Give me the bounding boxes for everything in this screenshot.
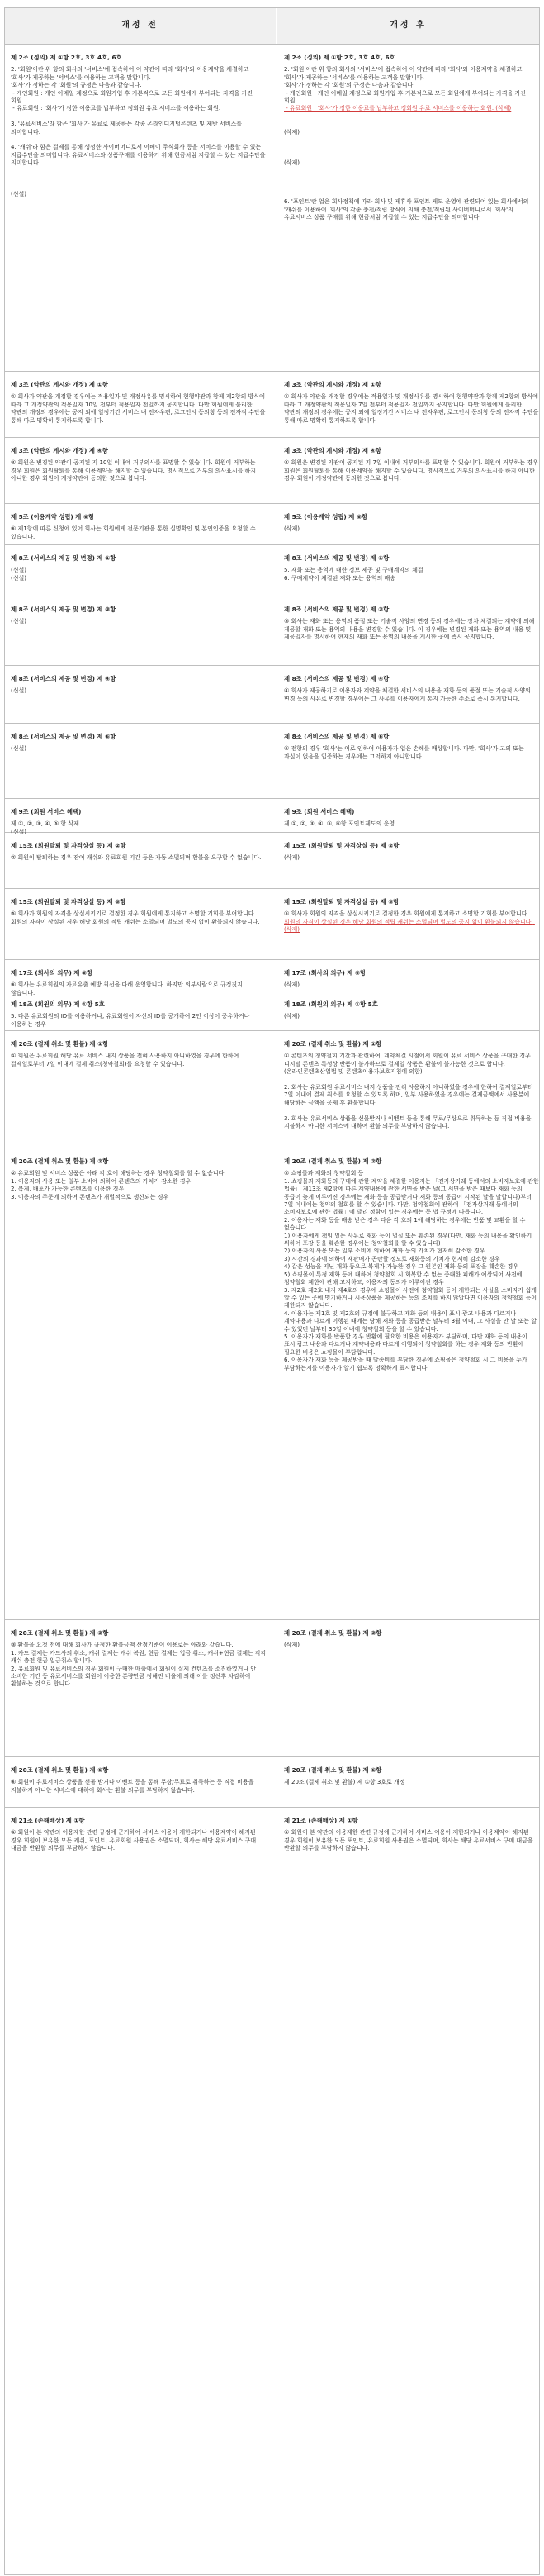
clause-title: 제 18조 (회원의 의무) 제 ①항 5호 (11, 1000, 105, 1008)
clause-title: 제 8조 (서비스의 제공 및 변경) 제 ①항 (284, 554, 390, 562)
cell-before (11, 1000, 267, 1029)
cell-after (284, 1040, 540, 1146)
table-rule (4, 1030, 540, 1031)
table-rule (4, 1756, 540, 1757)
clause-title: 제 17조 (회사의 의무) 제 ⑥항 (11, 969, 93, 977)
cell-after (284, 842, 540, 886)
cell-before (11, 1629, 267, 1755)
table-rule (4, 544, 540, 545)
cell-before (11, 969, 267, 996)
table-rule (4, 503, 540, 504)
clause-title: 제 9조 (회원 서비스 혜택) (284, 808, 355, 815)
clause-title: 제 20조 (결제 취소 및 환불) 제 ③항 (284, 1629, 382, 1637)
table-rule (4, 2574, 540, 2575)
clause-title: 제 2조 (정의) 제 ①항 2호, 3호 4호, 6호 (11, 54, 122, 61)
clause-text: ① 회원이 본 약관의 이용제한 관련 규정에 근거하여 서비스 이용이 제한되거나 이용계약이 해지된 경우 회원이 보유한 모든 포인트, 유료회원 사용권은 소멸되며, 회사는 해당 유료서비스 구매 대금을 반환할 의무를 부담하지 않습니다. (284, 1829, 535, 1852)
clause-text: ③ 환불을 요청 전에 대해 회사가 규정한 환불금액 산정기준이 이용로는 아래와 같습니다. 1. 카드 결제는 카드사의 취소, 캐쉬 결제는 캐쉬 복원, 현금 결제는 입금 취소, 캐쉬+현금 결제는 각각 캐쉬 충전 현금 입금취소 합니다. 2. 유료회원 및 유료서비스의 경우 회원이 구매한 매출에서 회원이 실제 컨텐츠를 소진하였거나 안 소비한 기간 등 유료서비스를 회원이 이용한 분량만큼 정해진 비율에 의해 이를 정산후 차감하여 환불하는 것으로 합니다. (11, 1642, 267, 1688)
clause-text: ① 회사가 약관을 개정할 경우에는 적용일자 및 개정사유를 명시하여 현행약관과 함께 제2항의 방식에 따라 그 개정약관의 적용일자 10일 전부터 적용일자 전일까지 공지합니다. 다만 회원에게 불리한 약관의 개정의 경우에는 공지 외에 일정기간 서비스 내 전자우편, 로그인시 동의창 등의 전자적 수단을 통해 따로 명확히 통지하도록 합니다. (11, 393, 267, 424)
cell-after (284, 898, 540, 958)
table-rule (4, 665, 540, 666)
table-rule (4, 1619, 540, 1620)
clause-text: 제 ①, ②, ③, ④, ⑤ 항 삭제 (신설) (11, 820, 79, 835)
cell-after (284, 1000, 540, 1029)
clause-text: ⑥ 제1항에 따른 신청에 있어 회사는 회원에게 전문기관을 통한 실명확인 및 본인인증을 요청할 수 있습니다. (11, 525, 258, 540)
clause-text: (삭제) (284, 854, 300, 862)
clause-title: 제 20조 (결제 취소 및 환불) 제 ①항 (11, 1040, 109, 1048)
clause-text: ⑤ 회사가 회원의 자격을 상실시키기로 결정한 경우 회원에게 통지하고 소명할 기회를 부여합니다. 회원의 자격이 상실된 경우 해당 회원의 적립 캐쉬는 소멸되며 별도의 공지 없이 환불되지 않습니다. (11, 910, 260, 925)
cell-after (284, 1157, 540, 1618)
cell-after (284, 554, 540, 594)
clause-text: 2. '회원'이란 위 항의 회사의 '서비스'에 접속하여 이 약관에 따라 '회사'와 이용계약을 체결하고 '회사'가 제공하는 '서비스'를 이용하는 고객을 말합니다. '회사'가 정하는 각 '회원'의 규정은 다음과 같습니다. - 개인회원 : 개인 이메일 계정으로 회원가입 후 기본적으로 모든 회원에게 부여되는 자격을 가진 회원. - 유료회원 : '회사'가 정한 이용료를 납부하고 정회원 유료 서비스를 이용하는 회원. 3. '유료서비스'라 함은 '회사'가 유료로 제공하는 각종 온라인디지털콘텐츠 및 제반 서비스를 의미합니다. 4. '캐쉬'라 함은 결제를 통해 생성한 사이버머니로서 이베이 주식회사 등을 서비스를 이용할 수 있는 지급수단을 의미합니다. 유료서비스와 상품구매를 이용하기 위해 현금처럼 지급할 수 있는 지급수단을 의미합니다. (신설) (11, 66, 266, 197)
cell-after (284, 513, 540, 543)
clause-title: 제 15조 (회원탈퇴 및 자격상실 등) 제 ⑤항 (11, 898, 126, 905)
clause-title: 제 8조 (서비스의 제공 및 변경) 제 ③항 (11, 606, 116, 613)
column-header-before: 개정 전 (4, 7, 276, 44)
cell-after (284, 969, 540, 989)
cell-after (284, 54, 540, 369)
clause-title: 제 20조 (결제 취소 및 환불) 제 ①항 (284, 1040, 382, 1048)
clause-text: ⑥ 회사는 유료회원의 자료유출 예방 최선을 다해 운영합니다. 하지만 외부사람으로 규정짓지 않습니다. (11, 981, 245, 996)
clause-text: ① 회원은 유료회원 해당 유료 서비스 내지 상품을 전혀 사용하지 아니하였을 경우에 한하여 결제일로부터 7일 이내에 결제 취소(청약철회)를 요청할 수 있습니다. (11, 1053, 241, 1067)
table-rule (4, 437, 540, 438)
cell-after (284, 1817, 540, 2573)
clause-title: 제 3조 (약관의 게시와 개정) 제 ①항 (284, 381, 381, 388)
clause-text: ⑤ 회사가 회원의 자격을 상실시키기로 결정한 경우 회원에게 통지하고 소명할 기회를 부여합니다. (284, 910, 531, 918)
clause-text: ① 콘텐츠의 청약철회 기간과 관련하여, 계약체결 시점에서 회원이 유료 서비스 상품을 구매한 경우 디지털 콘텐츠 특성상 반품이 불가하므로 결제일 상품은 환불이 불가능한 것으로 합니다. (온라인콘텐츠산업법 및 콘텐츠이용자보호지침에 의함) 2. 회사는 유료회원 유료서비스 내지 상품을 전혀 사용하지 아니하였을 경우에 한하여 결제일로부터 7일 이내에 결제 취소를 요청할 수 있도록 하며, 일부 사용하였을 경우에는 결제금액에서 사용분에 해당하는 금액을 공제 후 환불합니다. 3. 회사는 유료서비스 상품을 선물받거나 이벤트 등을 통해 무료/무상으로 취득하는 등 직접 비용을 지불하지 아니한 서비스에 대하여 환불 의무를 부담하지 않습니다. (284, 1053, 533, 1130)
clause-text: ① 회원이 본 약관의 이용제한 관련 규정에 근거하여 서비스 이용이 제한되거나 이용계약이 해지된 경우 회원이 보유한 모든 캐쉬, 포인트, 유료회원 사용권은 소멸되며, 회사는 해당 유료서비스 구매 대금을 반환할 의무를 부담하지 않습니다. (11, 1829, 258, 1852)
clause-text: (신설) (11, 745, 26, 753)
deleted-text: - 유료회원 : '회사'가 정한 이용료를 납부하고 정회원 유료 서비스를 이용하는 회원. (삭제) (284, 105, 512, 112)
table-rule (4, 888, 540, 889)
clause-text: (삭제) (284, 981, 300, 989)
clause-text: (신설) (11, 618, 26, 625)
clause-text: 제 ①, ②, ③, ④, ⑤, ⑥항 포인트제도의 운영 (284, 820, 395, 828)
cell-before (11, 1817, 267, 2573)
cell-before (11, 447, 267, 501)
cell-after (284, 808, 540, 830)
deleted-text: 회원의 자격이 상실된 경우 해당 회원의 적립 캐쉬는 소멸되며 별도의 공지 없이 환불되지 않습니다. (삭제) (284, 918, 535, 934)
clause-title: 제 8조 (서비스의 제공 및 변경) 제 ④항 (11, 675, 116, 682)
cell-after (284, 606, 540, 663)
cell-before (11, 54, 267, 369)
table-rule (4, 1807, 540, 1808)
clause-title: 제 3조 (약관의 게시와 개정) 제 ④항 (11, 447, 108, 454)
table-rule (4, 959, 540, 960)
cell-after (284, 1629, 540, 1755)
clause-text: ④ 회사가 제공하기로 이용자와 계약을 체결한 서비스의 내용을 재화 등의 품절 또는 기술적 사양의 변경 등의 사유로 변경할 경우에는 그 사유를 이용자에게 통지 가능한 주소로 즉시 통지합니다. (284, 687, 533, 702)
clause-title: 제 15조 (회원탈퇴 및 자격상실 등) 제 ⑤항 (284, 898, 400, 905)
column-header-after: 개정 후 (277, 7, 540, 44)
clause-title: 제 21조 (손해배상) 제 ①항 (284, 1817, 358, 1824)
cell-before (11, 1040, 267, 1146)
clause-text: ⑥ 회원이 유료서비스 상품을 선물 받거나 이벤트 등을 통해 무상/무료로 취득하는 등 직접 비용을 지불하지 아니한 서비스에 대하여 회사는 환불 의무를 부담하지 않습니다. (11, 1779, 256, 1794)
clause-text: (삭제) (284, 1013, 300, 1020)
cell-before (11, 842, 267, 886)
clause-title: 제 8조 (서비스의 제공 및 변경) 제 ⑥항 (284, 733, 390, 740)
clause-text: ⑥ 전항의 경우 '회사'는 이로 인하여 이용자가 입은 손해를 배상합니다. 다만, '회사'가 고의 또는 과실이 없음을 입증하는 경우에는 그러하지 아니합니다. (284, 745, 527, 760)
clause-title: 제 20조 (결제 취소 및 환불) 제 ⑥항 (11, 1766, 109, 1774)
clause-title: 제 21조 (손해배상) 제 ①항 (11, 1817, 85, 1824)
cell-after (284, 733, 540, 796)
clause-title: 제 18조 (회원의 의무) 제 ①항 5호 (284, 1000, 378, 1008)
cell-before (11, 1766, 267, 1805)
clause-text: ③ 회사는 재화 또는 용역의 품절 또는 기술적 사양의 변경 등의 경우에는 장차 체결되는 계약에 의해 제공할 재화 또는 용역의 내용을 변경할 수 있습니다. 이 경우에는 변경된 재화 또는 용역의 내용 및 제공일자를 명시하여 현재의 재화 또는 용역의 내용을 게시한 곳에 즉시 공지합니다. (284, 618, 537, 641)
clause-title: 제 15조 (회원탈퇴 및 자격상실 등) 제 ②항 (11, 842, 126, 849)
table-rule (4, 798, 540, 799)
clause-text: ② 유료회원 및 서비스 상품은 아래 각 호에 해당하는 경우 청약철회를 할 수 없습니다. 1. 이용자의 사용 또는 일부 소비에 의하여 콘텐츠의 가치가 감소한 경우 2. 복제, 배포가 가능한 콘텐츠를 이용한 경우 3. 이용자의 주문에 의하여 콘텐츠가 개별적으로 생산되는 경우 (11, 1170, 226, 1200)
cell-after (284, 1766, 540, 1805)
cell-before (11, 381, 267, 435)
clause-title: 제 8조 (서비스의 제공 및 변경) 제 ①항 (11, 554, 116, 562)
clause-text: 5. 다른 유료회원의 ID를 이용하거나, 유료회원이 자신의 ID를 공개하여 2인 이상이 공유하거나 이용하는 경우 (11, 1013, 252, 1028)
table-rule (4, 7, 540, 8)
table-rule (4, 7, 5, 2574)
clause-title: 제 20조 (결제 취소 및 환불) 제 ③항 (11, 1629, 109, 1637)
clause-text: ④ 회원은 변경된 약관이 공지된 지 10일 이내에 거부의사를 표명할 수 있습니다. 회원이 거부하는 경우 회원은 회원탈퇴를 통해 이용계약을 해지할 수 있습니다. 명시적으로 거부의 의사표시를 하지 아니한 경우 회원이 개정약관에 동의한 것으로 봅니다. (11, 459, 258, 482)
cell-after (284, 447, 540, 501)
clause-text: (삭제) (284, 1642, 300, 1649)
cell-before (11, 675, 267, 721)
cell-before (11, 898, 267, 958)
cell-before (11, 513, 267, 543)
clause-text: (신설) (신설) (11, 567, 26, 582)
cell-before (11, 733, 267, 796)
clause-title: 제 8조 (서비스의 제공 및 변경) 제 ⑥항 (11, 733, 116, 740)
cell-before (11, 1157, 267, 1618)
clause-text: ① 회사가 약관을 개정할 경우에는 적용일자 및 개정사유를 명시하여 현행약관과 함께 제2항의 방식에 따라 그 개정약관의 적용일자 7일 전부터 적용일자 전일까지 공지합니다. 다만 회원에게 불리한 약관의 개정의 경우에는 공지 외에 일정기간 서비스 내 전자우편, 로그인시 동의창 등의 전자적 수단을 통해 따로 명확히 통지하도록 합니다. (284, 393, 541, 424)
table-rule (4, 723, 540, 724)
revision-comparison-table (4, 7, 540, 2574)
clause-text: (삭제) (284, 525, 300, 533)
clause-title: 제 3조 (약관의 게시와 개정) 제 ①항 (11, 381, 108, 388)
clause-text: 5. 재화 또는 용역에 대한 정보 제공 및 구매계약의 체결 6. 구매계약이 체결된 재화 또는 용역의 배송 (284, 567, 423, 582)
clause-text: ② 회원이 탈퇴하는 경우 잔여 캐쉬와 유료회원 기간 등은 자동 소멸되며 환불을 요구할 수 없습니다. (11, 854, 262, 862)
cell-after (284, 381, 540, 435)
clause-title: 제 20조 (결제 취소 및 환불) 제 ②항 (11, 1157, 109, 1165)
clause-title: 제 5조 (이용계약 성립) 제 ⑥항 (284, 513, 368, 520)
clause-title: 제 3조 (약관의 게시와 개정) 제 ④항 (284, 447, 381, 454)
clause-title: 제 2조 (정의) 제 ①항 2호, 3호 4호, 6호 (284, 54, 395, 61)
clause-title: 제 20조 (결제 취소 및 환불) 제 ②항 (284, 1157, 382, 1165)
cell-after (284, 675, 540, 721)
clause-title: 제 17조 (회사의 의무) 제 ⑥항 (284, 969, 367, 977)
clause-text: 2. '회원'이란 위 항의 회사의 '서비스'에 접속하여 이 약관에 따라 '회사'와 이용계약을 체결하고 '회사'가 제공하는 '서비스'를 이용하는 고객을 말합니다. '회사'가 정하는 각 '회원'의 규정은 다음과 같습니다. - 개인회원 : 개인 이메일 계정으로 회원가입 후 기본적으로 모든 회원에게 부여되는 자격을 가진 회원. (284, 66, 527, 105)
clause-title: 제 9조 (회원 서비스 혜택) (11, 808, 82, 815)
cell-before (11, 808, 267, 835)
table-rule (4, 371, 540, 372)
clause-text: (신설) (11, 687, 26, 695)
clause-title: 제 8조 (서비스의 제공 및 변경) 제 ③항 (284, 606, 390, 613)
clause-text: 제 20조 (결제 취소 및 환불) 제 ①항 3호로 개정 (284, 1779, 405, 1786)
clause-text: ② 쇼핑몰과 재화의 청약철회 등 1. 쇼핑몰과 재화등의 구매에 관한 계약을 체결한 이용자는 「전자상거래 등에서의 소비자보호에 관한 법률」 제13조 제2항에 따른 계약내용에 관한 서면을 받은 날(그 서면을 받은 때보다 재화 등의 공급이 늦게 이루어진 경우에는 재화 등을 공급받거나 재화 등의 공급이 시작된 날을 말합니다)부터 7일 이내에는 청약의 철회를 할 수 있습니다. 다만, 청약철회에 관하여 「전자상거래 등에서의 소비자보호에 관한 법률」에 달리 정함이 있는 경우에는 동 법 규정에 따릅니다. 2. 이용자는 재화 등을 배송 받은 경우 다음 각 호의 1에 해당하는 경우에는 반품 및 교환을 할 수 없습니다. 1) 이용자에게 책임 있는 사유로 재화 등이 멸실 또는 훼손된 경우(다만, 재화 등의 내용을 확인하기 위하여 포장 등을 훼손한 경우에는 청약철회를 할 수 있습니다) 2) 이용자의 사용 또는 일부 소비에 의하여 재화 등의 가치가 현저히 감소한 경우 3) 시간의 경과에 의하여 재판매가 곤란할 정도로 재화등의 가치가 현저히 감소한 경우 4) 같은 성능을 지닌 재화 등으로 복제가 가능한 경우 그 원본인 재화 등의 포장을 훼손한 경우 5) 쇼핑몰이 특정 재화 등에 대하여 청약철회 시 회복할 수 없는 중대한 피해가 예상되어 사전에 청약철회 제한에 관해 고지하고, 이용자의 동의가 이루어진 경우 3. 제2호 제2호 내지 제4호의 경우에 쇼핑몰이 사전에 청약철회 등이 제한되는 사실을 소비자가 쉽게 알 수 있는 곳에 명기하거나 시용상품을 제공하는 등의 조치를 하지 않았다면 이용자의 청약철회 등이 제한되지 않습니다. 4. 이용자는 제1호 및 제2호의 규정에 불구하고 재화 등의 내용이 표시·광고 내용과 다르거나 계약내용과 다르게 이행된 때에는 당해 재화 등을 공급받은 날부터 3월 이내, 그 사실을 안 날 또는 알 수 있었던 날부터 30일 이내에 청약철회 등을 할 수 있습니다. 5. 이용자가 재화를 반품할 경우 반환에 필요한 비용은 이용자가 부담하며, 다만 재화 등의 내용이 표시·광고 내용과 다르거나 계약내용과 다르게 이행되어 청약철회를 하는 경우 재화 등의 반환에 필요한 비용은 쇼핑몰이 부담합니다. 6. 이용자가 재화 등을 제공받을 때 발송비를 부담한 경우에 쇼핑몰은 청약철회 시 그 비용을 누가 부담하는지를 이용자가 알기 쉽도록 명확하게 표시합니다. (284, 1170, 539, 1371)
clause-title: 제 20조 (결제 취소 및 환불) 제 ⑥항 (284, 1766, 382, 1774)
cell-before (11, 606, 267, 663)
clause-title: 제 5조 (이용계약 성립) 제 ⑥항 (11, 513, 95, 520)
clause-text: (삭제) (삭제) 6. '포인트'란 업은 회사정책에 따라 회사 및 제휴사 포인트 제도 운영에 관련되어 있는 회사에서의 '캐쉬를 이용하여 '회사'의 각종 충전/적립 방식에 의해 충전/적립된 사이버머니로서 '회사'의 유료서비스 상품 구매를 위해 현금처럼 지급할 수 있는 지급수단을 의미합니다. (284, 128, 529, 221)
clause-title: 제 15조 (회원탈퇴 및 자격상실 등) 제 ②항 (284, 842, 400, 849)
clause-text: ④ 회원은 변경된 약관이 공지된 지 7일 이내에 거부의사를 표명할 수 있습니다. 회원이 거부하는 경우 회원은 회원탈퇴를 통해 이용계약을 해지할 수 있습니다. 명시적으로 거부의 의사표시를 하지 아니한 경우 회원이 개정약관에 동의한 것으로 봅니다. (284, 459, 541, 482)
cell-before (11, 554, 267, 594)
table-rule (4, 44, 540, 45)
clause-title: 제 8조 (서비스의 제공 및 변경) 제 ④항 (284, 675, 390, 682)
